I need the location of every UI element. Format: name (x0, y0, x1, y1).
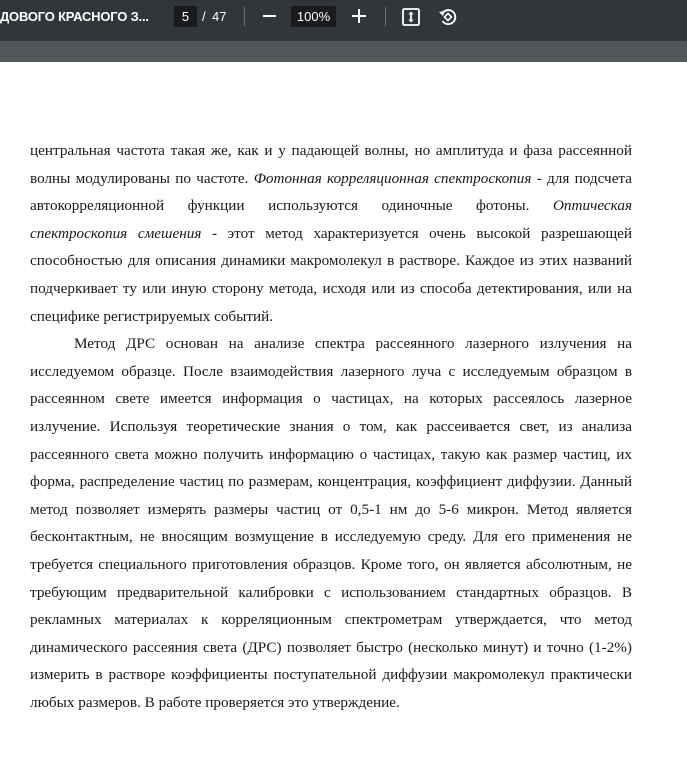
rotate-button[interactable] (437, 6, 459, 28)
fit-to-page-icon (401, 7, 421, 27)
viewer-background (0, 41, 687, 62)
toolbar-divider (244, 7, 245, 26)
italic-term: Оптическая спектроскопия смешения (30, 197, 632, 242)
fit-to-page-button[interactable] (401, 7, 421, 27)
total-pages: 47 (212, 9, 227, 24)
page-number-input[interactable]: 5 (174, 6, 197, 27)
text-run: - этот метод характеризуется очень высокой разрешающей способностью для описания динамики макромолекул в растворе. Каждое из этих названий подчеркивает ту или иную сторону метода, исходя или из способа детектирования, или на специфике регистрируемых событий. (30, 224, 633, 325)
zoom-out-button[interactable] (259, 6, 279, 26)
paragraph: Метод ДРС основан на анализе спектра рассеянного лазерного излучения на исследуемом образце. После взаимодействия лазерного луча с исследуемым образцом в рассеянном свете имеется информация о частицах, на которых рассеялось лазерное излучение. Используя теоретические знания о том, как рассеивается свет, из анализа рассеянного света можно получить информацию о частицах, такую как размер частиц, их форма, распределение частиц по размерам, концентрация, коэффициент диффузии. Данный метод позволяет измерять размеры частиц от 0,5-1 нм до 5-6 микрон. Метод является бесконтактным, не вносящим возмущение в исследуемую среду. Для его применения не требуется специального приготовления образцов. Кроме того, он является абсолютным, не требующим предварительной калибровки с использованием стандартных образцов. В рекламных материалах к корреляционным спектрометрам утверждается, что метод динамического рассеяния света (ДРС) позволяет быстро (несколько минут) и точно (1-2%) измерить в растворе коэффициенты поступательной диффузии макромолекул практически любых размеров. В работе проверяется это утверждение. (30, 335, 632, 711)
italic-term: Фотонная корреляционная спектроскопия (253, 169, 532, 187)
toolbar-divider (385, 7, 386, 26)
text-run: - для подсчета автокорреляционной функции используются одиночные фотоны. (30, 169, 633, 215)
zoom-in-button[interactable] (349, 6, 369, 26)
pdf-page (0, 62, 687, 769)
page-text (30, 137, 632, 716)
page-separator: / (202, 9, 206, 24)
paragraph (30, 137, 632, 330)
rotate-icon (437, 6, 459, 28)
pdf-toolbar (0, 0, 687, 41)
text-run: центральная частота такая же, как и у падающей волны, но амплитуда и фаза рассеянной волны модулированы по частоте. (30, 142, 632, 187)
zoom-level-input[interactable]: 100% (291, 6, 336, 27)
document-title: ДОВОГО КРАСНОГО З... (0, 9, 149, 24)
